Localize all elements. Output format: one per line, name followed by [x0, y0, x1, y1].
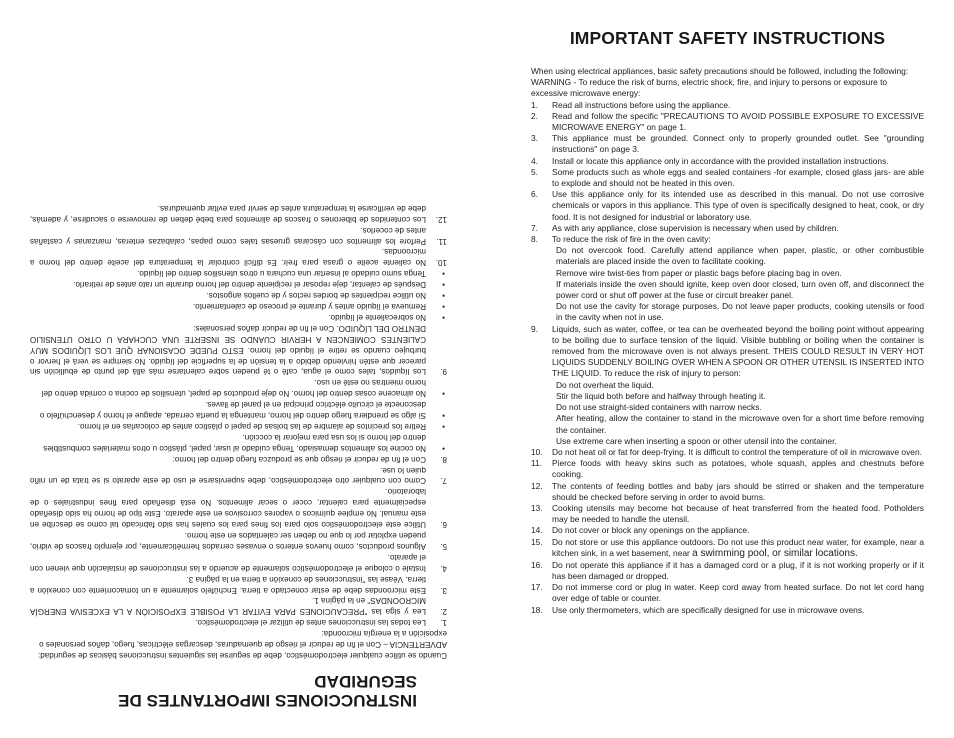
list-item: 10. No caliente aceite o grasa para freír. Es difícil controlar la temperatura del aceite dentro del horno a microondas. [30, 247, 447, 268]
sub-item: If materials inside the oven should ignite, keep oven door closed, turn oven off, and disconnect the power cord or shut off power at the fuse or circuit breaker panel. [556, 278, 924, 301]
list-item: 14. Do not cover or block any openings on the appliance. [531, 525, 750, 536]
bullet-item: • No cocine los alimentos demasiado. Tenga cuidado al usar, papel, plástico u otros materiales combustibles dentro del horno si los usa para mejorar la cocción. [30, 431, 447, 453]
sub-item: After heating, allow the container to stand in the microwave oven for a short time before removing the container. [556, 413, 924, 435]
bullet-item: • Remueva el líquido antes y durante el proceso de calentamiento. [30, 300, 447, 311]
bullet-item: • Tenga sumo cuidado al insertar una cuchara u otros utensilios dentro del líquido. [30, 267, 447, 278]
intro-text: When using electrical appliances, basic safety precautions should be followed, including the following: [531, 66, 909, 76]
bullet-item: • No sobrecaliente el líquido. [30, 311, 447, 322]
list-item: 7. As with any appliance, close supervision is necessary when used by children. [531, 222, 839, 233]
sub-item: Do not overheat the liquid. [556, 379, 654, 390]
list-item: 6. Utilice este electrodoméstico solo para los fines para los cuales has sido fabricado tal como se describe en este manual. No emplee químicos o vapores corrosivos en este aparato. Este tipo de horno ha sido diseñado especialmente para calentar, cocer o secar alimentos. No está diseñado para fines industriales o de laboratorio. [30, 487, 447, 530]
bullet-item: • No utilice recipientes de bordes rectos y de cuellos angostos. [30, 289, 447, 300]
list-item: 4. Install or locate this appliance only in accordance with the provided installation instructions. [531, 155, 889, 166]
list-item: 3. Este microondas debe de estar conectado a tierra. Enchúfelo solamente a un tomacorriente con conexión a tierra. Véase las "instrucciones de conexión a tierra en la página 3. [30, 574, 447, 595]
sub-item: Use extreme care when inserting a spoon or other utensil into the container. [556, 435, 837, 446]
list-item: 5. Algunos productos, como huevos enteros o envases cerrados herméticamente, por ejemplo frascos de vidrio, pueden explotar por lo que no deben ser calentados en este horno. [30, 531, 447, 551]
list-item: 7. Como con cualquier otro electrodoméstico, debe supervisarse el uso de este aparato si se trata de un niño quien lo use. [30, 465, 447, 486]
list-item: 9. Liquids, such as water, coffee, or tea can be overheated beyond the boiling point without appearing to be boiling due to surface tension of the liquid. Visible bubbling or boiling when the container is removed from the microwave oven is not always present. THEIS COULD RESULT IN VERY HOT LIQUIDS SUDDENLY BOILING OVER WHEN A SPOON OR OTHER UTENSIL IS INSERTED INTO THE LIQUID. To reduce the risk of injury to person: Do not overheat the liquid. Stir the liquid both before and halfway through heating it. Do not use straight-sided containers with narrow necks. After heating, allow the container to stand in the microwave oven for a short time before removing the container. Use extreme care when inserting a spoon or other utensil into the container. [531, 323, 924, 446]
list-item: 15. Do not store or use this appliance outdoors. Do not use this product near water, for example, near a kitchen sink, in a wet basement, near a swimming pool, or similar locations. [531, 536, 924, 559]
english-title: IMPORTANT SAFETY INSTRUCTIONS [569, 28, 886, 48]
list-item: 2. Lea y siga las "PRECAUCIONES PARA EVITAR LA POSIBLE EXPOSICIÓN A LA EXCESIVA ENERGÍA MICROONDAS" en la página 1. [30, 596, 447, 617]
list-item: 13. Cooking utensils may become hot because of heat transferred from the heated food. Potholders may be needed to handle the utensil. [531, 502, 924, 525]
list-item: 11. Perfore los alimentos con cáscaras gruesas tales como papas, calabazas enteras, manzanas y castañas antes de cocerlos. [30, 225, 447, 246]
list-item: 17. Do not immerse cord or plug in water. Keep cord away from heated surface. Do not let cord hang over edge of table or counter. [531, 582, 924, 604]
bullet-item: • No almacene cosas dentro del horno. No deje productos de papel, utensilios de cocina o comida dentro del horno mientras no esté en uso. [30, 376, 447, 398]
list-item: 5. Some products such as whole eggs and sealed containers -for example, closed glass jars- are able to explode and should not be heated in this oven. [531, 166, 924, 189]
list-item: 1. Lea todas las instrucciones antes de utilizar el electrodoméstico. [195, 618, 447, 628]
list-item: 18. Use only thermometers, which are specifically designed for use in microwave ovens. [531, 604, 865, 615]
instruction-list [531, 100, 924, 616]
sub-item: Do not overcook food. Carefully attend appliance when paper, plastic, or other combustible materials are placed inside the oven to facilitate cooking. [556, 245, 924, 267]
warning-text: WARNING - To reduce the risk of burns, electric shock, fire, and injury to persons or exposure to excessive microwave energy: [531, 77, 888, 99]
list-item: 1. Read all instructions before using the appliance. [531, 99, 731, 110]
instruction-list [30, 453, 447, 628]
bullet-item: • Después de calentar, deje reposar el recipiente dentro del horno durante un rato antes de retirarlo. [30, 278, 447, 289]
sub-item: Remove wire twist-ties from paper or plastic bags before placing bag in oven. [556, 267, 842, 278]
list-item: 10. Do not heat oil or fat for deep-frying. It is difficult to control the temperature of oil in microwave oven. [531, 446, 922, 457]
list-item: 12. Los contenidos de biberones o frascos de alimentos para bebé deben de removerse o sacudirse, y además, debe de verificarse la temperatura antes de servir para evitar quemaduras. [30, 203, 447, 224]
list-item: 8. To reduce the risk of fire in the oven cavity: Do not overcook food. Carefully attend appliance when paper, plastic, or other combustible materials are placed inside the oven to facilitate cooking. Remove wire twist-ties from paper or plastic bags before placing bag in oven. If materials inside the oven should ignite, keep oven door closed, turn oven off, and disconnect the power cord or shut off power at the fuse or circuit breaker panel. Do not use the cavity for storage purposes. Do not leave paper products, cooking utensils or food in the cavity when not in use. [531, 234, 924, 323]
english-column [477, 0, 954, 738]
sub-item: Do not use straight-sided containers with narrow necks. [556, 402, 762, 413]
list-item: 6. Use this appliance only for its intended use as described in this manual. Do not use corrosive chemicals or vapors in this appliance. This type of oven is specifically designed to heat, cook, or dry food. It is not designed for industrial or laboratory use. [531, 189, 924, 222]
intro-text: Cuando se utilice cualquier electrodoméstico, debe de seguirse las siguientes instrucciones básicas de seguridad: [38, 651, 447, 660]
spanish-title: INSTRUCCIONES IMPORTANTES DE SEGURIDAD [117, 672, 417, 710]
instruction-list [30, 202, 447, 267]
list-item: 4. Instale o coloque el electrodoméstico solamente de acuerdo a las instrucciones de instalación que vienen con el aparato. [30, 552, 447, 573]
list-item: 8. Con el fin de reducir el riesgo que se produzca fuego dentro del horno: [172, 454, 447, 464]
list-item: 9. Los líquidos, tales como el agua, café o té pueden sobre calentarse más allá del punto de ebullición sin parecer que estén hirviendo debido a la tensión de la superficie del líquido. No siempre se verá el hervor o burbujeo cuando se retire el líquido del horno. ESTO PUEDE OCASIONAR QUE LOS LÍQUIDOS MUY CALIENTES COMIENCEN A HERVIR CUANDO SE INSERTE UNA CUCHARA U OTRO UTENSILIO DENTRO DEL LÍQUIDO. Con el fin de reducir daños personales: [30, 323, 447, 377]
list-item: 3. This appliance must be grounded. Connect only to properly grounded outlet. See "grounding instructions" on page 3. [531, 133, 924, 155]
bullet-item: • Si algo se prendiera fuego dentro del horno, mantenga la puerta cerrada, apague el horno y desenchúfelo o desconecte el circuito eléctrico principal en el panel de llaves. [30, 398, 447, 420]
sub-item: Stir the liquid both before and halfway through heating it. [556, 390, 766, 401]
warning-text: ADVERTENCIA – Con el fin de reducir el riesgo de quemaduras, descargas eléctricas, fuego, daños personales o exposición a la energía microonda: [39, 629, 447, 650]
instruction-list [30, 322, 447, 377]
sub-item: Do not use the cavity for storage purposes. Do not leave paper products, cooking utensils or food in the cavity when not in use. [556, 301, 924, 323]
list-item: 2. Read and follow the specific "PRECAUTIONS TO AVOID POSSIBLE EXPOSURE TO EXCESSIVE MICROWAVE ENERGY" on page 1. [531, 110, 924, 133]
list-item: 16. Do not operate this appliance if it has a damaged cord or a plug, if it is not working properly or if it has been damaged or dropped. [531, 559, 924, 581]
bullet-item: • Retire los precintos de alambre de las bolsas de papel o plástico antes de colocarlas en el horno. [30, 420, 447, 431]
list-item: 11. Pierce foods with heavy skins such as potatoes, whole squash, apples and chestnuts before cooking. [531, 458, 924, 480]
list-item: 12. The contents of feeding bottles and baby jars should be stirred or shaken and the temperature should be checked before serving in order to avoid burns. [531, 480, 924, 502]
